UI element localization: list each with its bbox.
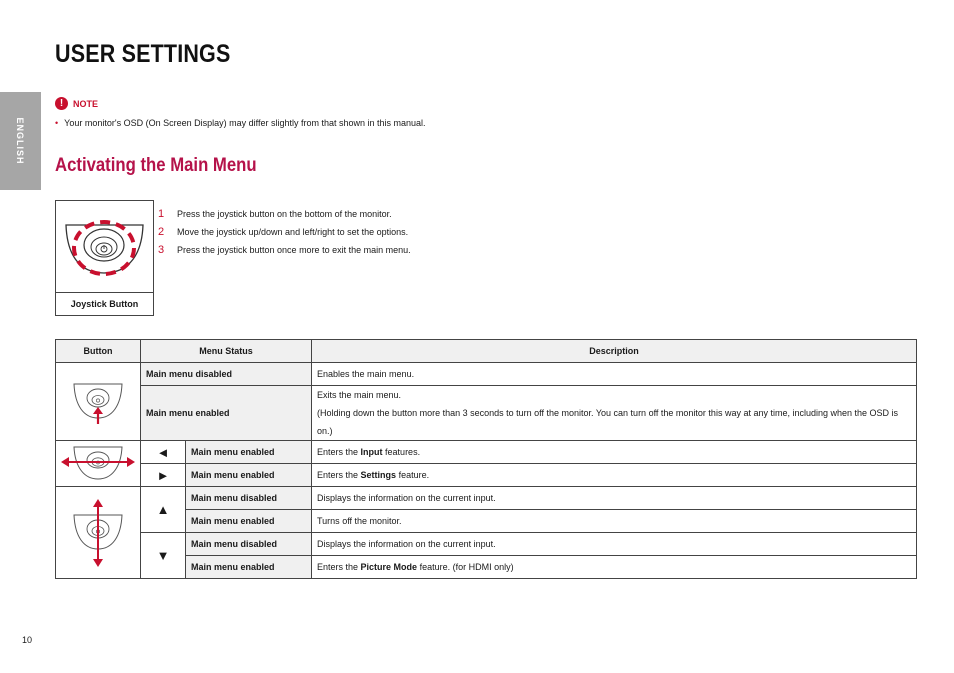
press-button-cell — [56, 363, 141, 441]
joystick-figure — [55, 200, 154, 316]
section-title: Activating the Main Menu — [55, 155, 257, 176]
left-right-arrow-icon — [58, 443, 138, 485]
table-header-row — [56, 340, 917, 363]
step-item — [158, 241, 411, 259]
status-cell: Main menu enabled — [186, 556, 312, 579]
description-cell: Displays the information on the current input. — [312, 533, 917, 556]
step-number: 1 — [158, 208, 165, 220]
header-button: Button — [56, 340, 141, 363]
left-arrow-icon: ◄ — [141, 441, 186, 464]
table-row — [56, 386, 917, 441]
description-cell — [312, 464, 917, 487]
status-cell: Main menu enabled — [186, 510, 312, 533]
description-cell — [312, 386, 917, 441]
side-language-tab — [0, 92, 41, 190]
status-cell: Main menu enabled — [141, 386, 312, 441]
step-number: 2 — [158, 226, 165, 238]
description-line: Exits the main menu. — [317, 390, 402, 400]
step-number: 3 — [158, 244, 165, 256]
status-cell: Main menu enabled — [186, 441, 312, 464]
description-text: feature. — [396, 470, 430, 480]
header-menu-status: Menu Status — [141, 340, 312, 363]
status-cell: Main menu enabled — [186, 464, 312, 487]
up-down-button-cell — [56, 487, 141, 579]
step-text: Press the joystick button once more to exit the main menu. — [177, 245, 411, 255]
description-text: feature. (for HDMI only) — [417, 562, 514, 572]
right-arrow-icon: ► — [141, 464, 186, 487]
table-row — [56, 556, 917, 579]
description-cell: Enables the main menu. — [312, 363, 917, 386]
up-down-arrow-icon — [68, 497, 128, 569]
description-line: (Holding down the button more than 3 seconds to turn off the monitor. You can turn off the monitor this way at any time, including when the OSD is on.) — [317, 408, 899, 436]
step-text: Press the joystick button on the bottom of the monitor. — [177, 209, 392, 219]
status-cell: Main menu disabled — [186, 533, 312, 556]
note-icon: ! — [55, 97, 68, 110]
page-number: 10 — [22, 635, 33, 645]
description-cell: Displays the information on the current input. — [312, 487, 917, 510]
table-row — [56, 464, 917, 487]
note-box — [55, 97, 426, 128]
table-row — [56, 441, 917, 464]
description-text: Enters the — [317, 447, 361, 457]
description-text: Enters the — [317, 470, 361, 480]
description-cell: Turns off the monitor. — [312, 510, 917, 533]
table-row — [56, 510, 917, 533]
step-item — [158, 223, 411, 241]
note-item-text: Your monitor's OSD (On Screen Display) may differ slightly from that shown in this manual. — [64, 118, 426, 128]
table-row — [56, 487, 917, 510]
table-row — [56, 533, 917, 556]
description-keyword: Input — [360, 447, 383, 457]
description-text: Enters the — [317, 562, 361, 572]
up-arrow-glyph-icon: ▲ — [141, 487, 186, 533]
status-cell: Main menu disabled — [141, 363, 312, 386]
step-item — [158, 205, 411, 223]
joystick-icon — [56, 201, 153, 292]
description-keyword: Settings — [360, 470, 397, 480]
bullet-icon: • — [55, 118, 59, 128]
note-label: NOTE — [73, 98, 99, 109]
up-arrow-icon — [68, 374, 128, 430]
table-row — [56, 363, 917, 386]
description-text: features. — [382, 447, 421, 457]
figure-caption: Joystick Button — [56, 292, 153, 316]
steps-list — [158, 205, 411, 259]
page-title: USER SETTINGS — [55, 40, 231, 68]
description-cell — [312, 441, 917, 464]
header-description: Description — [312, 340, 917, 363]
description-cell — [312, 556, 917, 579]
down-arrow-glyph-icon: ▼ — [141, 533, 186, 579]
status-cell: Main menu disabled — [186, 487, 312, 510]
button-function-table — [55, 339, 917, 579]
description-keyword: Picture Mode — [360, 562, 418, 572]
side-tab-label: ENGLISH — [15, 117, 25, 165]
note-item — [55, 118, 426, 128]
note-header — [55, 97, 426, 110]
left-right-button-cell — [56, 441, 141, 487]
step-text: Move the joystick up/down and left/right to set the options. — [177, 227, 409, 237]
